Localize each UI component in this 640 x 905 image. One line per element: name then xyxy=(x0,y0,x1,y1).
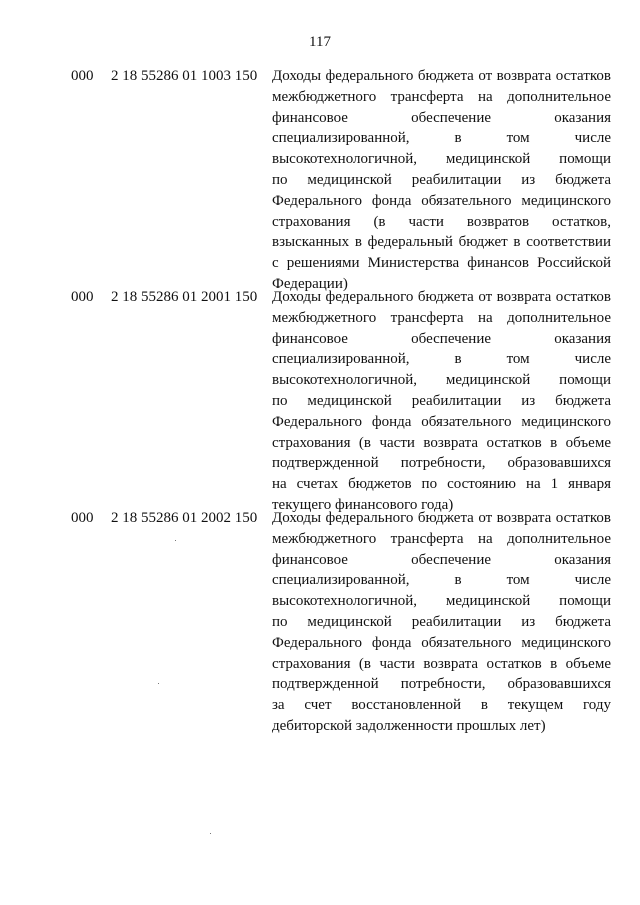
entry-description xyxy=(272,287,611,516)
description-line: межбюджетного трансферта на дополнительное xyxy=(272,530,611,547)
description-line: Федерального фонда обязательного медицинского xyxy=(272,192,611,209)
description-line: Федерации) xyxy=(272,275,348,292)
description-line: специализированной, в том числе xyxy=(272,351,611,368)
description-line: страхования (в части возвратов остатков, xyxy=(272,213,611,230)
description-line: за счет восстановленной в текущем году xyxy=(272,697,611,714)
kbk-code: 2 18 55286 01 1003 150 xyxy=(111,68,258,84)
description-line: на счетах бюджетов по состоянию на 1 января xyxy=(272,476,611,493)
description-line: по медицинской реабилитации из бюджета xyxy=(272,171,611,188)
entry-description xyxy=(272,66,611,295)
description-line: текущего финансового года) xyxy=(272,496,454,513)
scan-speck xyxy=(175,540,176,541)
description-line: подтвержденной потребности, образовавшихся xyxy=(272,676,611,693)
kbk-code: 2 18 55286 01 2002 150 xyxy=(111,510,258,526)
description-line: с решениями Министерства финансов Российской xyxy=(272,255,611,272)
description-line: Доходы федерального бюджета от возврата остатков xyxy=(272,510,611,526)
description-line: Федерального фонда обязательного медицинского xyxy=(272,413,611,430)
description-line: страхования (в части возврата остатков в объеме xyxy=(272,655,611,672)
description-line: подтвержденной потребности, образовавшихся xyxy=(272,455,611,472)
description-line: взысканных в федеральный бюджет в соответствии xyxy=(272,234,611,251)
description-line: финансовое обеспечение оказания xyxy=(272,109,611,126)
admin-code: 000 xyxy=(71,68,94,84)
admin-code: 000 xyxy=(71,289,94,305)
description-line: Доходы федерального бюджета от возврата остатков xyxy=(272,289,611,305)
description-line: высокотехнологичной, медицинской помощи xyxy=(272,593,611,610)
admin-code: 000 xyxy=(71,510,94,526)
scan-speck xyxy=(158,683,159,684)
description-line: межбюджетного трансферта на дополнительное xyxy=(272,309,611,326)
description-line: по медицинской реабилитации из бюджета xyxy=(272,392,611,409)
kbk-code: 2 18 55286 01 2001 150 xyxy=(111,289,258,305)
description-line: по медицинской реабилитации из бюджета xyxy=(272,613,611,630)
description-line: высокотехнологичной, медицинской помощи xyxy=(272,151,611,168)
description-line: межбюджетного трансферта на дополнительное xyxy=(272,88,611,105)
description-line: высокотехнологичной, медицинской помощи xyxy=(272,372,611,389)
description-line: специализированной, в том числе xyxy=(272,130,611,147)
page-number: 117 xyxy=(309,34,331,50)
description-line: финансовое обеспечение оказания xyxy=(272,551,611,568)
description-line: специализированной, в том числе xyxy=(272,572,611,589)
description-line: дебиторской задолженности прошлых лет) xyxy=(272,717,546,734)
scan-speck xyxy=(210,833,211,834)
description-line: страхования (в части возврата остатков в объеме xyxy=(272,434,611,451)
entry-description xyxy=(272,508,611,737)
description-line: Федерального фонда обязательного медицинского xyxy=(272,634,611,651)
description-line: Доходы федерального бюджета от возврата остатков xyxy=(272,68,611,84)
description-line: финансовое обеспечение оказания xyxy=(272,330,611,347)
